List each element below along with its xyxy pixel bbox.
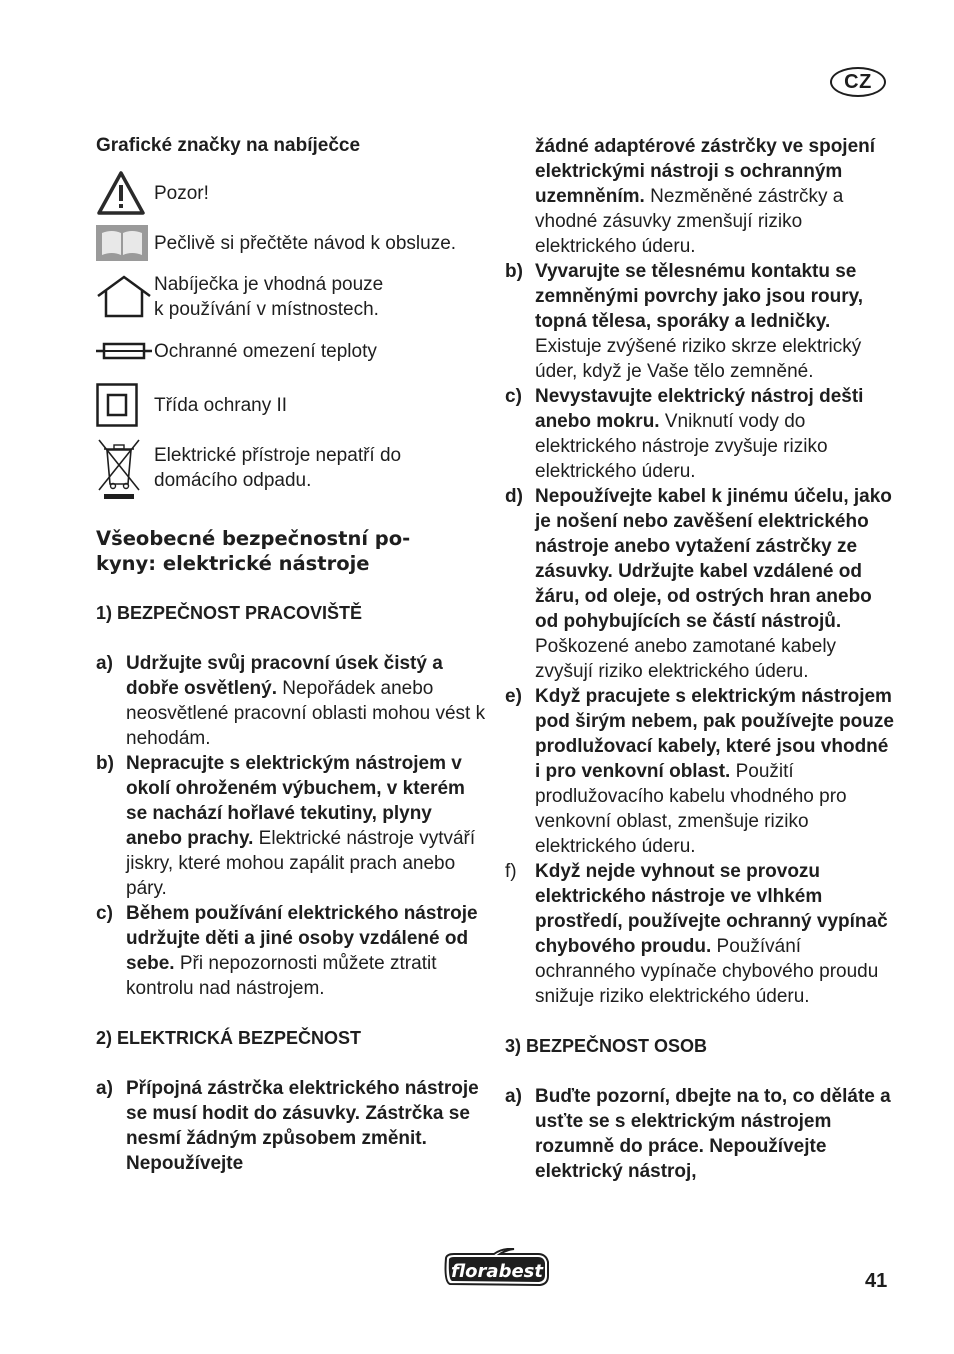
symbols-heading: Grafické značky na nabíječce [96,135,361,156]
item-bold: Buďte pozorní, dbejte na to, co děláte a usťte se s elektrickým nástrojem rozumně do práce. Nepoužívejte elektrický nástroj, [535,1086,891,1182]
page-number: 41 [865,1270,888,1292]
weee-crossed-bin-icon [96,436,154,500]
general-safety-heading [96,526,486,576]
list-item [96,901,486,1001]
item-text [126,751,486,901]
item-label: a) [505,1086,522,1107]
item-normal: Vniknutí vody do elektrického nástroje zvyšuje riziko elektrického úderu. [535,411,828,482]
list-item [505,1084,897,1184]
item-bold: Během používání elektrického nástroje udržujte děti a jiné osoby vzdálené od sebe. [126,903,478,974]
item-normal: Při nepozornosti můžete ztratit kontrolu nad nástrojem. [126,953,437,999]
symbol-text: Třída ochrany II [154,394,288,416]
item-bold: Vyvarujte se tělesnému kontaktu se zemněnými povrchy jako jsou roury, topná tělesa, sporáky a ledničky. [535,261,864,332]
item-label: c) [505,386,522,407]
thermal-fuse-icon [96,341,154,361]
left-column [96,134,486,1176]
list-item [96,751,486,901]
symbol-text-line: k používání v místnostech. [154,299,379,320]
section-1-heading: 1) BEZPEČNOST PRACOVIŠTĚ [96,603,363,623]
list-item [96,1076,486,1176]
item-text [535,484,897,684]
list-item [505,684,897,859]
item-bold: žádné adaptérové zástrčky ve spojení elektrickými nástroji s ochranným uzemněním. [535,136,876,207]
item-normal: Poškozené anebo zamotané kabely zvyšují riziko elektrického úderu. [535,636,837,682]
manual-book-icon [96,225,154,261]
item-normal: Existuje zvýšené riziko skrze elektrický úder, když je Vaše tělo zemněné. [535,336,862,382]
item-label: a) [96,1078,113,1099]
item-text [126,901,486,1001]
item-bold: Když pracujete s elektrickým nástrojem pod širým nebem, pak používejte pouze prodlužovací kabely, které jsou vhodné i pro venkovní oblast. [535,686,894,782]
list-item [96,651,486,751]
section-2-heading: 2) ELEKTRICKÁ BEZPEČNOST [96,1028,362,1048]
item-normal: Použití prodlužovacího kabelu vhodného pro venkovní oblast, zmenšuje riziko elektrického úderu. [535,761,847,857]
item-label: c) [96,903,113,924]
list-item [505,259,897,384]
item-normal: Používání ochranného vypínače chybového proudu snižuje riziko elektrického úderu. [535,936,879,1007]
item-continuation [505,134,897,259]
heading-line: kyny: elektrické nástroje [96,552,370,575]
item-label: a) [96,653,113,674]
item-text [535,384,897,484]
item-normal: Nezměněné zástrčky a vhodné zásuvky zmenšují riziko elektrického úderu. [535,186,844,257]
list-item [505,484,897,684]
symbol-row [96,168,486,218]
item-bold: Udržujte svůj pracovní úsek čistý a dobře osvětlený. [126,653,443,699]
item-label: f) [505,861,517,882]
symbol-row [96,326,486,376]
list-item [505,384,897,484]
symbol-row [96,218,486,268]
item-bold: Nepoužívejte kabel k jinému účelu, jako je nošení nebo zavěšení elektrického nástroje anebo vytažení zástrčky ze zásuvky. Udržujte kabel vzdálené od žáru, od oleje, od ostrých hran anebo od pohybujících se částí nástrojů. [535,486,892,632]
symbol-row [96,436,486,500]
symbol-row [96,380,486,430]
symbol-text-line: domácího odpadu. [154,470,312,491]
language-badge: CZ [830,67,886,97]
symbol-text [154,272,383,322]
item-label: b) [96,753,114,774]
symbol-text-line: Nabíječka je vhodná pouze [154,274,384,295]
item-bold: Nepracujte s elektrickým nástrojem v okolí ohroženém výbuchem, v kterém se nachází hořlavé tekutiny, plyny anebo prachy. [126,753,465,849]
indoor-house-icon [96,274,154,320]
right-column [505,134,897,1184]
item-label: e) [505,686,522,707]
item-normal: Nepořádek anebo neosvětlené pracovní oblasti mohou vést k nehodám. [126,678,486,749]
heading-line: Všeobecné bezpečnostní po- [96,527,411,550]
item-text [535,859,897,1009]
item-normal: Elektrické nástroje vytváří jiskry, které mohou zapálit prach anebo páry. [126,828,476,899]
item-bold: Když nejde vyhnout se provozu elektrického nástroje ve vlhkém prostředí, používejte ochranný vypínač chybového proudu. [535,861,888,957]
warning-triangle-icon [96,170,154,216]
protection-class-ii-icon [96,383,154,427]
list-item [505,859,897,1009]
florabest-logo [440,1248,552,1288]
symbol-text-line: Elektrické přístroje nepatří do [154,445,402,466]
symbol-row [96,272,486,322]
section-3-heading: 3) BEZPEČNOST OSOB [505,1036,708,1056]
item-label: d) [505,486,523,507]
item-text [126,651,486,751]
item-label: b) [505,261,523,282]
item-text [535,684,897,859]
symbol-text: Ochranné omezení teploty [154,340,377,362]
symbol-text [154,443,401,493]
logo-text: florabest [451,1261,543,1282]
symbol-text: Pečlivě si přečtěte návod k obsluze. [154,232,457,254]
item-bold: Nevystavujte elektrický nástroj dešti anebo mokru. [535,386,864,432]
item-bold: Přípojná zástrčka elektrického nástroje se musí hodit do zásuvky. Zástrčka se nesmí žádným způsobem změnit. Nepoužívejte [126,1078,479,1174]
item-text [535,259,897,384]
symbol-text: Pozor! [154,182,209,204]
